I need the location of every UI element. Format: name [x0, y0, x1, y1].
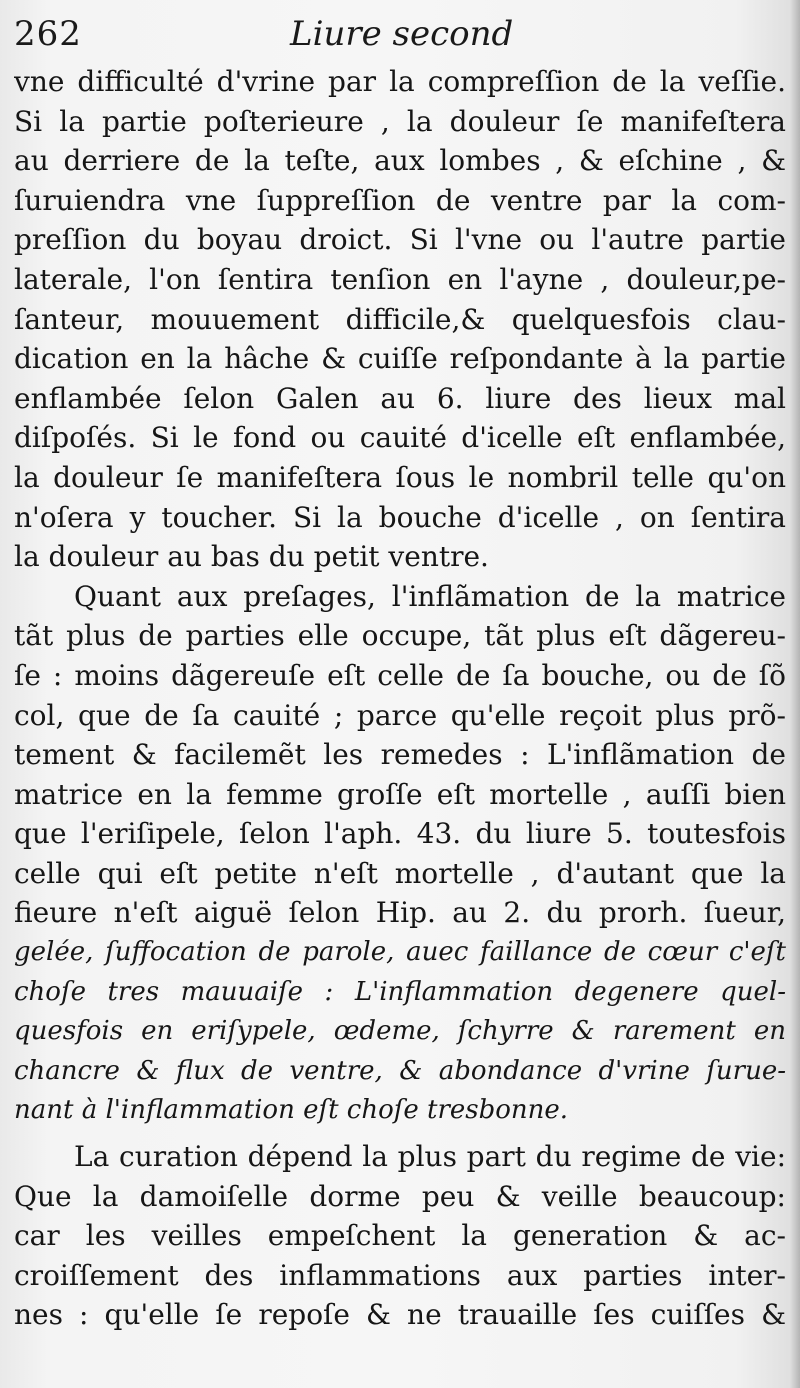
running-head: Liure second	[290, 14, 514, 54]
text-line: n'oſera y toucher. Si la bouche d'icelle , on ſentira	[14, 500, 786, 534]
paragraph-start-line: Quant aux preſages, l'inflãmation de la matrice	[74, 579, 786, 613]
text-line: diſpoſés. Si le fond ou cauité d'icelle eſt enflambée,	[14, 421, 786, 455]
italic-text-line: quesfois en eriſypele, œdeme, ſchyrre & rarement en	[14, 1016, 786, 1047]
text-line: tãt plus de parties elle occupe, tãt plus eſt dãgereu-	[14, 619, 786, 653]
body-text	[14, 62, 786, 1335]
text-line: matrice en la femme groſſe eſt mortelle , auſſi bien	[14, 777, 786, 811]
italic-text-line: nant à l'inflammation eſt choſe tresbonne.	[14, 1095, 569, 1126]
text-line: vne difficulté d'vrine par la compreſſion de la veſſie.	[14, 65, 786, 98]
page-number: 262	[14, 14, 82, 54]
text-line: preſſion du boyau droict. Si l'vne ou l'autre partie	[14, 223, 786, 257]
text-line: dication en la hâche & cuiſſe reſpondante à la partie	[14, 342, 786, 376]
page-edge-shadow	[790, 0, 800, 1388]
text-line: fieure n'eſt aiguë ſelon Hip. au 2. du prorh. ſueur,	[14, 896, 786, 930]
italic-text-line: chancre & flux de ventre, & abondance d'vrine ſurue-	[14, 1055, 786, 1086]
text-line: nes : qu'elle ſe repoſe & ne trauaille ſes cuiſſes &	[14, 1298, 786, 1332]
text-line: Que la damoiſelle dorme peu & veille beaucoup:	[14, 1179, 786, 1213]
text-line: croiſſement des inflammations aux parties inter-	[14, 1258, 786, 1292]
text-line: ſanteur, mouuement difficile,& quelquesfois clau-	[14, 302, 786, 336]
text-line: ſe : moins dãgereuſe eſt celle de ſa bouche, ou de ſõ	[14, 658, 786, 692]
paragraph-start-line: La curation dépend la plus part du regime de vie:	[74, 1140, 786, 1174]
text-line: enflambée ſelon Galen au 6. liure des lieux mal	[14, 381, 786, 415]
page-header	[14, 10, 784, 62]
text-line: la douleur au bas du petit ventre.	[14, 540, 489, 574]
text-line: que l'eriſipele, ſelon l'aph. 43. du liure 5. toutesfois	[14, 817, 786, 851]
text-line: la douleur ſe manifeſtera ſous le nombril telle qu'on	[14, 460, 786, 494]
text-line: car les veilles empeſchent la generation & ac-	[14, 1219, 786, 1253]
text-line: au derriere de la teſte, aux lombes , & eſchine , &	[14, 144, 786, 178]
text-line: celle qui eſt petite n'eſt mortelle , d'autant que la	[14, 856, 786, 890]
text-line: tement & facilemẽt les remedes : L'inflãmation de	[14, 738, 786, 772]
text-line: ſuruiendra vne ſuppreſſion de ventre par la com-	[14, 183, 786, 217]
text-line: col, que de ſa cauité ; parce qu'elle reçoit plus prõ-	[14, 698, 786, 732]
text-line: laterale, l'on ſentira tenſion en l'ayne , douleur,pe-	[14, 262, 786, 296]
italic-text-line: gelée, ſuffocation de parole, auec faillance de cœur c'eſt	[14, 937, 786, 968]
text-line: Si la partie poſterieure , la douleur ſe manifeſtera	[14, 104, 786, 138]
italic-text-line: choſe tres mauuaiſe : L'inflammation degenere quel-	[14, 976, 786, 1007]
